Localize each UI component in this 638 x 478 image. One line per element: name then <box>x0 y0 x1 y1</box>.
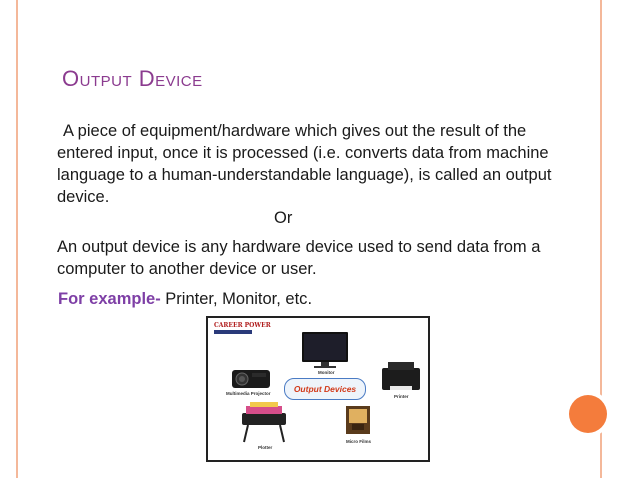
projector-caption: Multimedia Projector <box>226 391 271 396</box>
monitor-caption: Monitor <box>318 370 335 375</box>
printer-icon <box>382 362 420 390</box>
center-label: Output Devices <box>284 378 366 400</box>
printer-caption: Printer <box>394 394 409 399</box>
projector-icon <box>232 370 270 388</box>
example-text: Printer, Monitor, etc <box>160 290 308 308</box>
output-devices-figure <box>206 316 430 462</box>
example-label: For example- <box>58 290 161 308</box>
career-power-logo: CAREER POWER <box>214 322 271 329</box>
example-line <box>58 290 312 309</box>
definition-text: A piece of equipment/hardware which gives out the result of the entered input, once it is processed (i.e. converts data from machine language to a human-understandable language), is called an output device. <box>57 122 552 206</box>
microfilm-icon <box>346 406 370 434</box>
slide-title: Output Device <box>62 66 203 91</box>
plotter-caption: Plotter <box>258 445 273 450</box>
or-separator: Or <box>274 209 293 227</box>
example-end: . <box>307 290 313 308</box>
alternate-definition-paragraph: An output device is any hardware device used to send data from a computer to another device or user. <box>57 238 541 278</box>
plotter-icon <box>242 402 286 442</box>
definition-paragraph <box>57 120 557 208</box>
left-frame-line <box>16 0 18 478</box>
microfilm-caption: Micro Films <box>346 439 372 444</box>
monitor-icon <box>302 332 348 368</box>
accent-dot <box>569 395 607 433</box>
